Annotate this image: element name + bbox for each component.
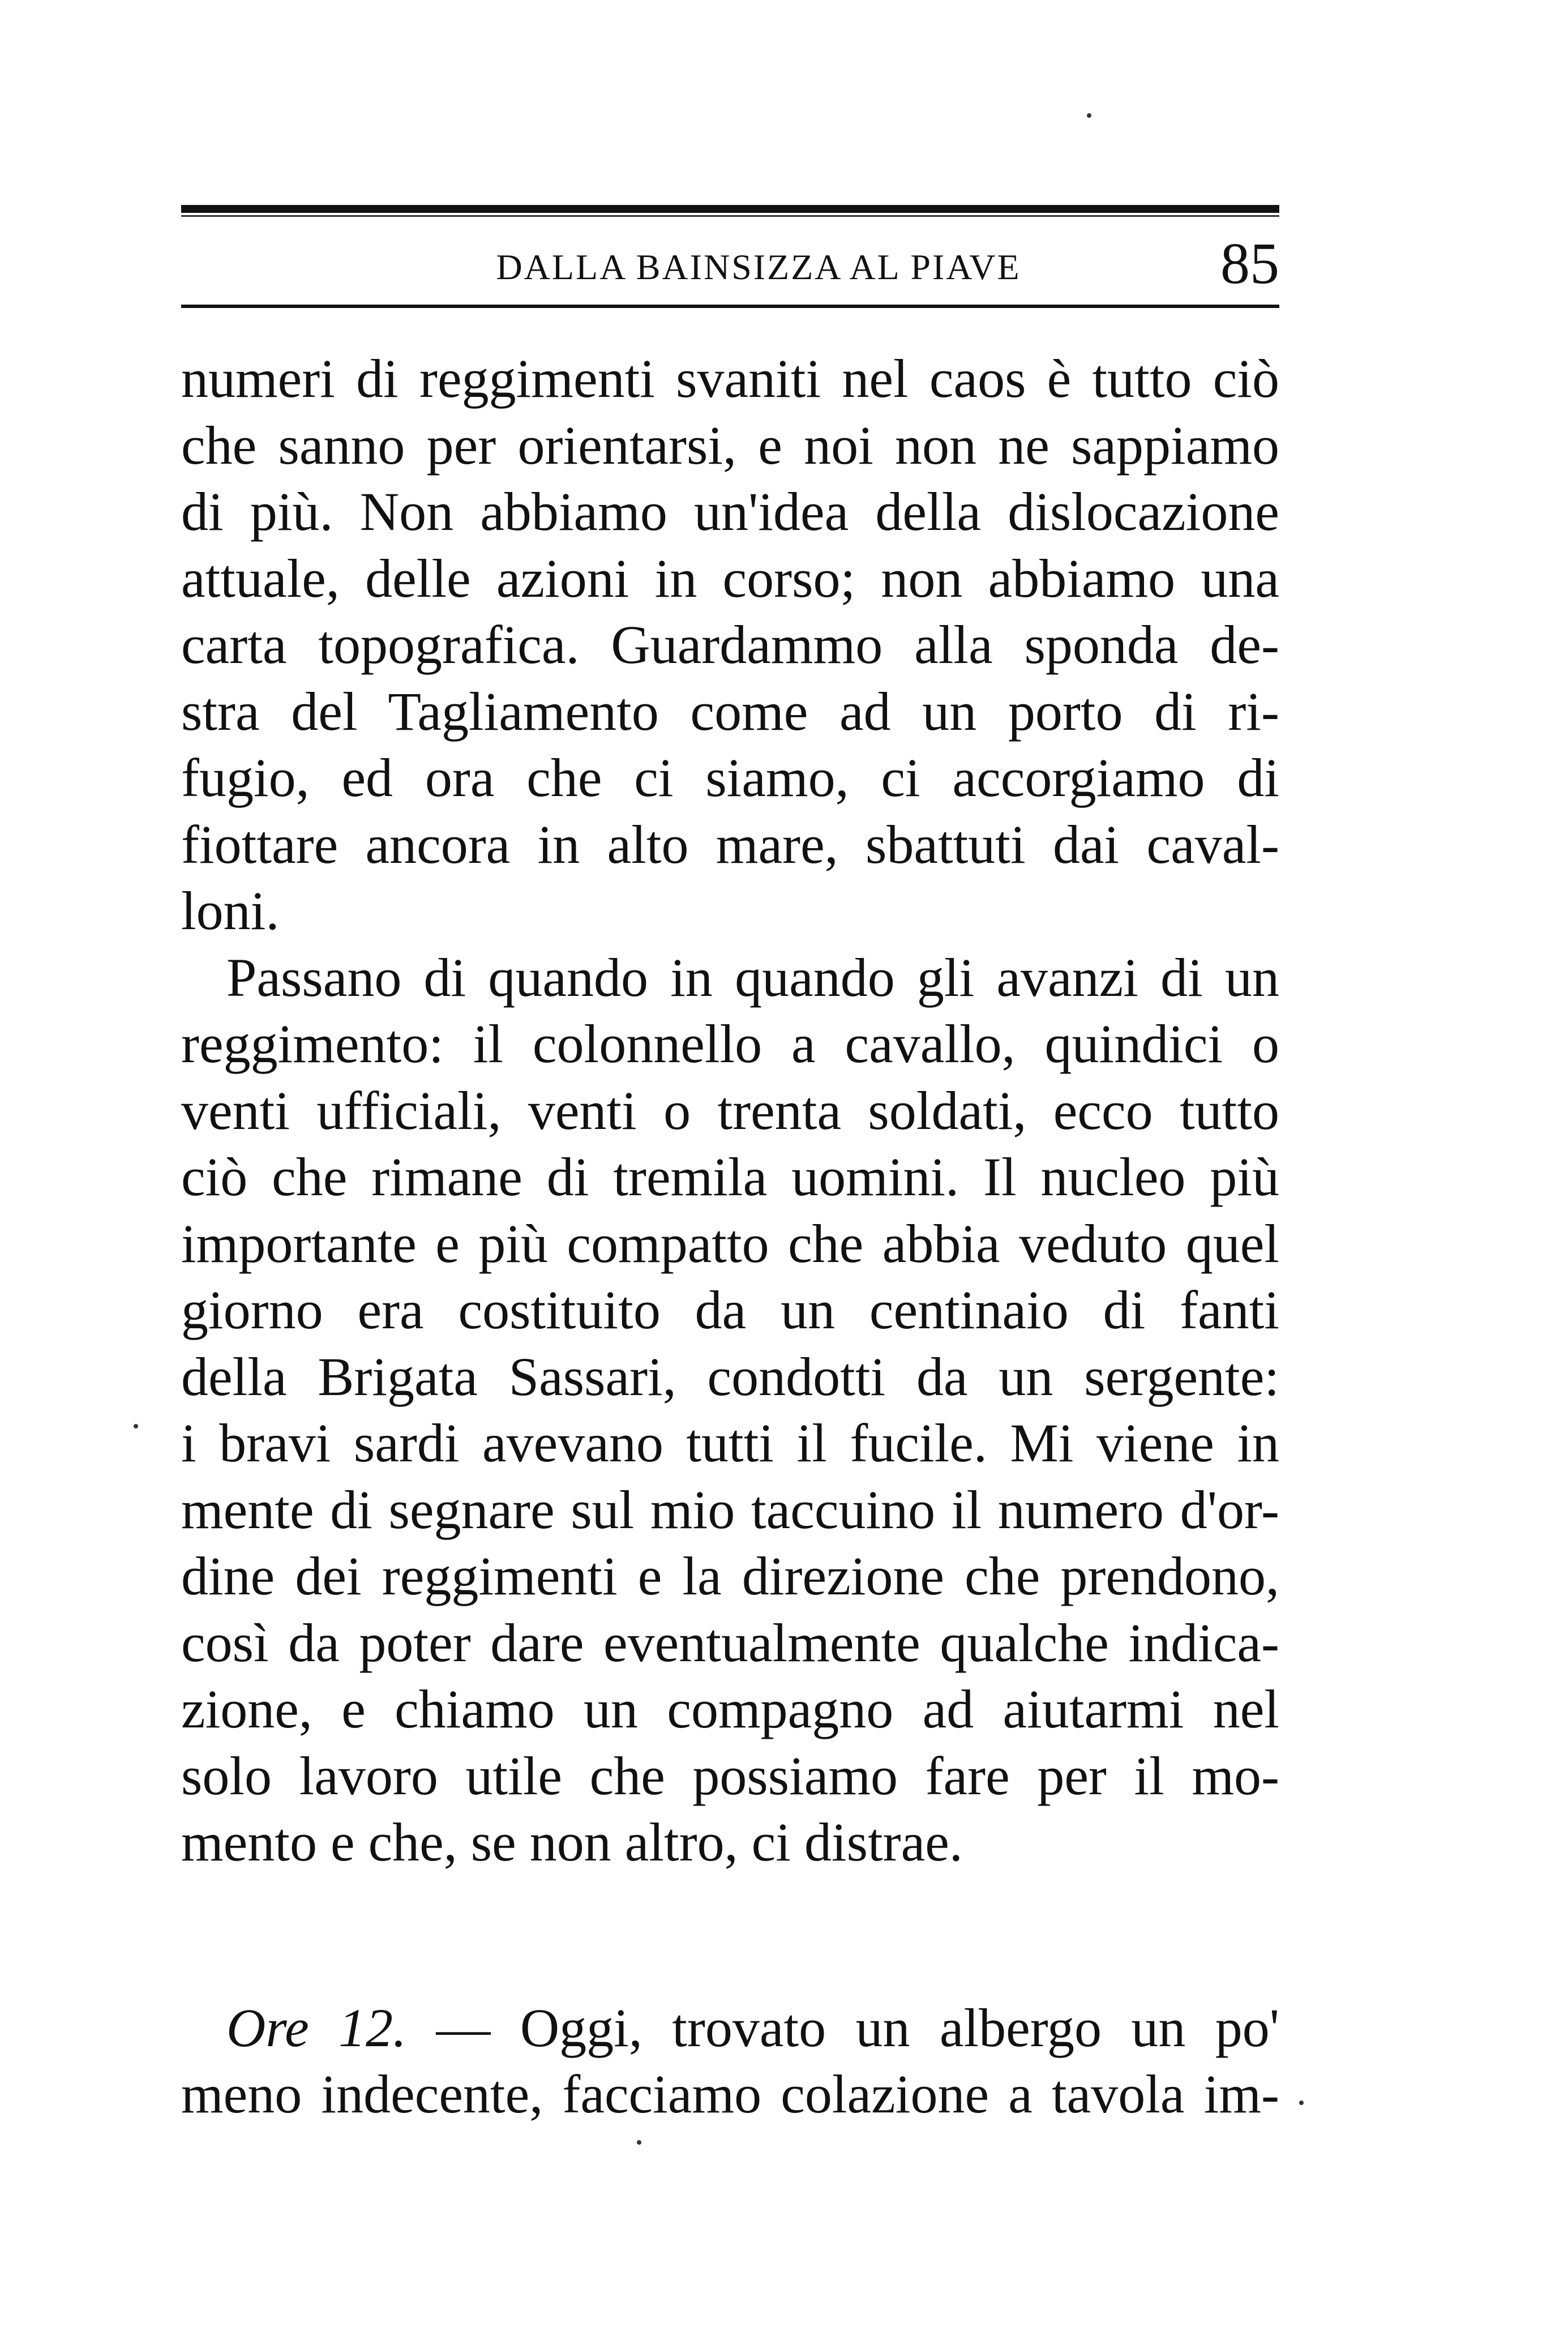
text-line: della Brigata Sassari, condotti da un sergente: <box>181 1346 1279 1407</box>
running-title: DALLA BAINSIZZA AL PIAVE <box>496 247 1021 287</box>
text-line: fugio, ed ora che ci siamo, ci accorgiamo di <box>181 747 1279 808</box>
text-line: di più. Non abbiamo un'idea della dislocazione <box>181 481 1279 542</box>
speck <box>637 2140 641 2145</box>
text-line: numeri di reggimenti svaniti nel caos è tutto ciò <box>181 348 1279 409</box>
text-line: così da poter dare eventualmente qualche indica- <box>181 1612 1279 1673</box>
header-rule-thick <box>181 205 1279 213</box>
text-line: Passano di quando in quando gli avanzi di un <box>226 947 1279 1008</box>
speck <box>1087 113 1091 118</box>
header-rule-bottom <box>181 305 1279 308</box>
text-line: solo lavoro utile che possiamo fare per il mo- <box>181 1745 1279 1806</box>
text-line: ciò che rimane di tremila uomini. Il nucleo più <box>181 1147 1279 1207</box>
text-line: giorno era costituito da un centinaio di fanti <box>181 1280 1279 1340</box>
text-line: meno indecente, facciamo colazione a tavola im- <box>181 2064 1279 2124</box>
text-line: che sanno per orientarsi, e noi non ne sappiamo <box>181 414 1279 476</box>
text-line: reggimento: il colonnello a cavallo, quindici o <box>181 1013 1279 1074</box>
text-line: mente di segnare sul mio taccuino il numero d'or- <box>181 1479 1279 1540</box>
text-line: stra del Tagliamento come ad un porto di ri- <box>181 681 1279 742</box>
text-line: carta topografica. Guardammo alla sponda de- <box>181 614 1279 675</box>
text-line <box>181 1995 1279 2061</box>
section-gap <box>181 1876 1279 1995</box>
text-line: venti ufficiali, venti o trenta soldati, ecco tutto <box>181 1080 1279 1141</box>
entry-time-label: Ore 12. <box>226 1997 407 2058</box>
text-line: importante e più compatto che abbia veduto quel <box>181 1213 1279 1274</box>
body-text <box>181 345 1279 2128</box>
speck <box>134 1424 138 1428</box>
speck <box>1299 2101 1304 2105</box>
text-line: attuale, delle azioni in corso; non abbiamo una <box>181 547 1279 609</box>
page-number: 85 <box>1220 231 1279 296</box>
paragraph-2 <box>181 944 1279 1876</box>
entry-line-1-text: — Oggi, trovato un albergo un po' <box>436 1997 1280 2058</box>
paragraph-1 <box>181 345 1279 944</box>
text-line: mento e che, se non altro, ci distrae. <box>181 1812 963 1872</box>
text-line: i bravi sardi avevano tutti il fucile. Mi viene in <box>181 1413 1279 1473</box>
header-rule-thin <box>181 215 1279 217</box>
text-line: loni. <box>181 880 280 941</box>
page-header <box>181 226 1279 300</box>
text-line: fiottare ancora in alto mare, sbattuti dai caval- <box>181 814 1279 875</box>
diary-entry <box>181 1995 1279 2128</box>
text-line: dine dei reggimenti e la direzione che prendono, <box>181 1546 1279 1606</box>
text-line: zione, e chiamo un compagno ad aiutarmi nel <box>181 1679 1279 1739</box>
